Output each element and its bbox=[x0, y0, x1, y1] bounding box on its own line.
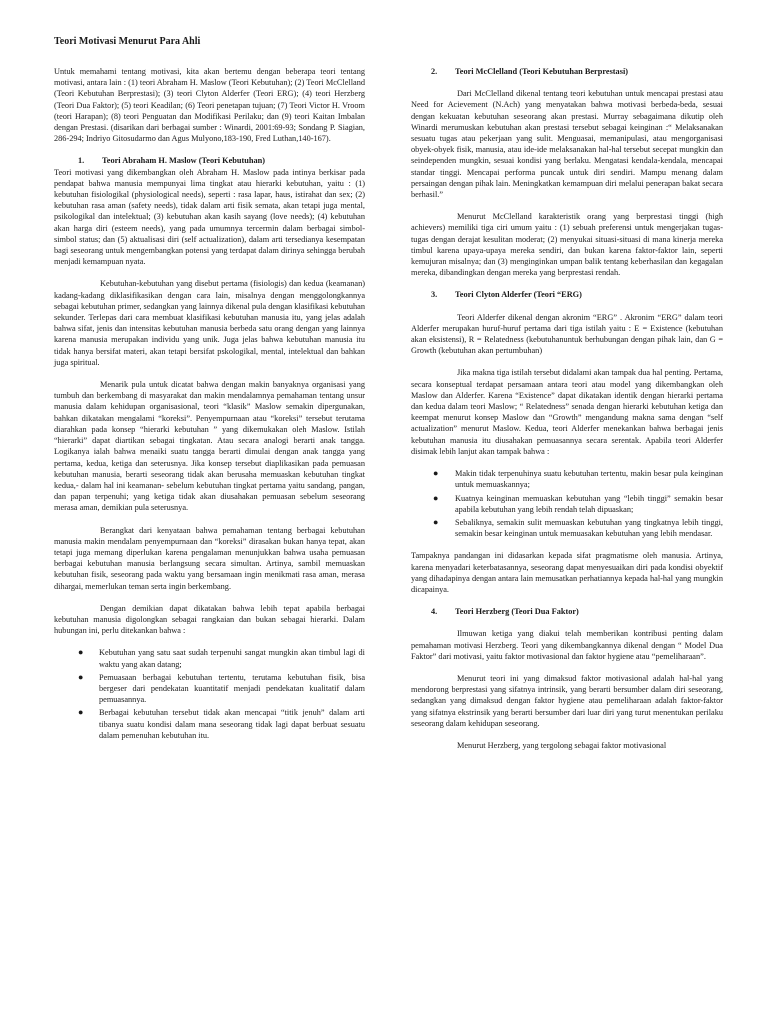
section-number: 1. bbox=[78, 156, 85, 166]
section-number: 2. bbox=[431, 67, 438, 76]
section-heading-alderfer bbox=[411, 289, 723, 300]
section-title: Teori Clyton Alderfer (Teori “ERG) bbox=[455, 290, 582, 300]
intro-paragraph: Untuk memahami tentang motivasi, kita akan bertemu dengan beberapa teori tentang motivasi, antara lain : (1) teori Abraham H. Maslow (Teori Kebutuhan); (2) Teori McClelland (Teori Kebutuhan Berprestasi); (3) teori Clyton Alderfer (Teori ERG); (4) teori Herzberg (Teori Dua Faktor); (5) teori Keadilan; (6) Teori penetapan tujuan; (7) Teori Victor H. Vroom (teori Harapan); (8) teori Penguatan dan Modifikasi Perilaku; dan (9) teori Kaitan Imbalan dengan Prestasi. (disarikan dari berbagai sumber : Winardi, 2001:69-93; Sondang P. Siagian, 286-294; Indriyo Gitosudarmo dan Agus Mulyono,183-190, Fred Luthan,140-167). bbox=[54, 67, 365, 144]
bullet-icon: ● bbox=[78, 647, 84, 658]
alderfer-paragraph-1: Teori Alderfer dikenal dengan akronim “ERG” . Akronim “ERG” dalam teori Alderfer merupakan huruf-huruf pertama dari tiga istilah yaitu : E = Existence (kebutuhan akan eksistensi), R = Relatedness (kebutuhanuntuk berhubungan dengan pihak lain, dan G = Growth (kebutuhan akan pertumbuhan) bbox=[411, 312, 723, 356]
bullet-icon: ● bbox=[78, 671, 84, 682]
section-title: Teori Herzberg (Teori Dua Faktor) bbox=[455, 607, 579, 617]
mcclelland-paragraph-1: Dari McClelland dikenal tentang teori kebutuhan untuk mencapai prestasi atau Need for Acievement (N.Ach) yang menyatakan bahwa motivasi berbeda-beda, sesuai dengan kekuatan kebutuhan seseorang akan prestasi. Murray sebagaimana dikutip oleh Winardi merumuskan kebutuhan akan prestasi tersebut sebagai keinginan :“ Melaksanakan sesuatu tugas atau pekerjaan yang sulit. Menguasai, memanipulasi, atau mengorganisasi obyek-obyek fisik, manusia, atau ide-ide melaksanakan hal-hal tersebut secepat mungkin dan seindependen mungkin, sesuai kondisi yang berlaku. Mengatasi kendala-kendala, mencapai standar tinggi. Mencapai performa puncak untuk diri sendiri. Mampu menang dalam persaingan dengan pihak lain. Meningkatkan kemampuan diri melalui penerapan bakat secara berhasil.” bbox=[411, 89, 723, 200]
list-item: ● Kebutuhan yang satu saat sudah terpenuhi sangat mungkin akan timbul lagi di waktu yang akan datang; bbox=[78, 647, 365, 669]
mcclelland-paragraph-2: Menurut McClelland karakteristik orang yang berprestasi tinggi (high achievers) memiliki tiga ciri umum yaitu : (1) sebuah preferensi untuk mengerjakan tugas-tugas dengan derajat kesulitan moderat; (2) menyukai situasi-situasi di mana kinerja mereka timbul karena upaya-upaya mereka sendiri, dan bukan karena faktor-faktor lain, seperti kemujuran misalnya; dan (3) menginginkan umpan balik tentang keberhasilan dan kegagalan mereka, dibandingkan dengan mereka yang berprestasi rendah. bbox=[411, 212, 723, 278]
section-heading-herzberg bbox=[411, 606, 723, 617]
section-number: 4. bbox=[431, 607, 438, 617]
herzberg-paragraph-2: Menurut teori ini yang dimaksud faktor motivasional adalah hal-hal yang mendorong berprestasi yang sifatnya intrinsik, yang berarti bersumber dalam diri seseorang, sedangkan yang dimaksud dengan faktor hygiene atau pemeliharaan adalah faktor-faktor yang sifatnya ekstrinsik yang berarti bersumber dari luar diri yang turut menentukan perilaku seseorang dalam kehidupan seseorang. bbox=[411, 673, 723, 728]
maslow-paragraph-5: Dengan demikian dapat dikatakan bahwa lebih tepat apabila berbagai kebutuhan manusia digolongkan sebagai rangkaian dan bukan sebagai hierarki. Dalam hubungan ini, perlu ditekankan bahwa : bbox=[54, 603, 365, 636]
right-column bbox=[411, 66, 723, 762]
section-heading-maslow bbox=[54, 155, 365, 166]
section-number: 3. bbox=[431, 290, 438, 300]
alderfer-paragraph-2: Jika makna tiga istilah tersebut didalami akan tampak dua hal penting. Pertama, secara konseptual terdapat persamaan antara teori atau model yang dikembangkan oleh Maslow dan Alderfer. Karena “Existence” dapat dikatakan identik dengan hierarki pertama dan kedua dalam teori Maslow; “ Relatedness” senada dengan hierarki kebutuhan ketiga dan keempat menurut konsep Maslow dan “Growth” mengandung makna sama dengan “self actualization” menurut Maslow. Kedua, teori Alderfer menekankan bahwa berbagai jenis kebutuhan manusia itu diusahakan pemuasannya secara serentak. Apabila teori Alderfer disimak lebih lanjut akan tampak bahwa : bbox=[411, 368, 723, 456]
maslow-paragraph-1: Teori motivasi yang dikembangkan oleh Abraham H. Maslow pada intinya berkisar pada pendapat bahwa manusia mempunyai lima tingkat atau hierarki kebutuhan, yaitu : (1) kebutuhan fisiologikal (physiological needs), seperti : rasa lapar, haus, istirahat dan sex; (2) kebutuhan rasa aman (safety needs), tidak dalam arti fisik semata, akan tetapi juga mental, psikologikal dan intelektual; (3) kebutuhan akan kasih sayang (love needs); (4) kebutuhan akan harga diri (esteem needs), yang pada umumnya tercermin dalam berbagai simbol-simbol status; dan (5) aktualisasi diri (self actualization), dalam arti tersedianya kesempatan bagi seseorang untuk mengembangkan potensi yang terdapat dalam dirinya sehingga berubah menjadi kemampuan nyata. bbox=[54, 167, 365, 267]
maslow-paragraph-2: Kebutuhan-kebutuhan yang disebut pertama (fisiologis) dan kedua (keamanan) kadang-kadang diklasifikasikan dengan cara lain, misalnya dengan menggolongkannya sebagai kebutuhan primer, sedangkan yang lainnya dikenal pula dengan klasifikasi kebutuhan sekunder. Terlepas dari cara membuat klasifikasi kebutuhan manusia itu, yang jelas adalah bahwa sifat, jenis dan intensitas kebutuhan manusia berbeda satu orang dengan yang lainnya karena manusia merupakan individu yang unik. Juga jelas bahwa kebutuhan manusia itu tidak hanya bersifat materi, akan tetapi bersifat pskologikal, mental, intelektual dan bahkan juga spiritual. bbox=[54, 279, 365, 367]
list-item: ● Kuatnya keinginan memuaskan kebutuhan yang “lebih tinggi” semakin besar apabila kebutuhan yang lebih rendah telah dipuaskan; bbox=[433, 492, 723, 514]
alderfer-bullet-list bbox=[411, 468, 723, 539]
section-title: Teori McClelland (Teori Kebutuhan Berprestasi) bbox=[455, 67, 629, 76]
list-item: ● Sebaliknya, semakin sulit memuaskan kebutuhan yang tingkatnya lebih tinggi, semakin besar keinginan untuk memuasakan kebutuhan yang lebih mendasar. bbox=[433, 516, 723, 539]
bullet-icon: ● bbox=[433, 492, 439, 503]
list-item: ● Pemuasaan berbagai kebutuhan tertentu, terutama kebutuhan fisik, bisa bergeser dari pendekatan kuantitatif menjadi pendekatan kualitatif dalam pemuasannya. bbox=[78, 671, 365, 705]
document-title: Teori Motivasi Menurut Para Ahli bbox=[54, 36, 201, 47]
alderfer-paragraph-3: Tampaknya pandangan ini didasarkan kepada sifat pragmatisme oleh manusia. Artinya, karena menyadari keterbatasannya, seseorang dapat menyesuaikan diri pada kondisi obyektif yang dihadapinya dengan antara lain memusatkan perhatiannya kepada hal-hal yang mungkin dicapainya. bbox=[411, 551, 723, 594]
section-heading-mcclelland bbox=[411, 66, 723, 77]
bullet-icon: ● bbox=[433, 468, 439, 479]
herzberg-paragraph-3: Menurut Herzberg, yang tergolong sebagai faktor motivasional bbox=[457, 740, 667, 750]
bullet-icon: ● bbox=[78, 707, 84, 718]
section-title: Teori Abraham H. Maslow (Teori Kebutuhan) bbox=[102, 156, 266, 166]
maslow-bullet-list bbox=[54, 647, 365, 741]
list-item: ● Makin tidak terpenuhinya suatu kebutuhan tertentu, makin besar pula keinginan untuk memuaskannya; bbox=[433, 468, 723, 490]
maslow-paragraph-3: Menarik pula untuk dicatat bahwa dengan makin banyaknya organisasi yang tumbuh dan berkembang di masyarakat dan makin mendalamnya pemahaman tentang unsur manusia dalam kehidupan organisasional, teori “klasik” Maslow semakin dipergunakan, bahkan dikatakan mengalami “koreksi”. Penyempurnaan atau “koreksi” tersebut terutama diarahkan pada konsep “hierarki kebutuhan ” yang dikemukakan oleh Maslow. Istilah “hierarki” dapat diartikan sebagai tingkatan. Atau secara analogi berarti anak tangga. Logikanya ialah bahwa menaiki suatu tangga berarti dimulai dengan anak tangga yang pertama, kedua, ketiga dan seterusnya. Jika konsep tersebut diaplikasikan pada pemuasan kebutuhan manusia, berarti seseorang tidak akan berusaha memuaskan kebutuhan tingkat kedua,- dalam hal ini keamanan- sebelum kebutuhan tingkat pertama yaitu sandang, pangan, dan papan terpenuhi; yang ketiga tidak akan diusahakan pemuasan sebelum seseorang merasa aman, demikian pula seterusnya. bbox=[54, 380, 365, 513]
bullet-icon: ● bbox=[433, 516, 439, 527]
list-item: ● Berbagai kebutuhan tersebut tidak akan mencapai “titik jenuh” dalam arti tibanya suatu kondisi dalam mana seseorang tidak lagi dapat berbuat sesuatu dalam pemenuhan kebutuhan itu. bbox=[78, 707, 365, 740]
maslow-paragraph-4: Berangkat dari kenyataan bahwa pemahaman tentang berbagai kebutuhan manusia makin mendalam penyempurnaan dan “koreksi” dirasakan bukan hanya tepat, akan tetapi juga memang diperlukan karena pengalaman menunjukkan bahwa usaha pemuasan berbagai kebutuhan manusia berlangsung secara simultan. Artinya, sambil memuaskan kebutuhan fisik, seseorang pada waktu yang bersamaan ingin menikmati rasa aman, merasa dihargai, memerlukan teman serta ingin berkembang. bbox=[54, 525, 365, 591]
left-column bbox=[54, 66, 365, 752]
herzberg-paragraph-1: Ilmuwan ketiga yang diakui telah memberikan kontribusi penting dalam pemahaman motivasi Herzberg. Teori yang dikembangkannya dikenal dengan “ Model Dua Faktor” dari motivasi, yaitu faktor motivasional dan faktor hygiene atau “pemeliharaan”. bbox=[411, 629, 723, 661]
